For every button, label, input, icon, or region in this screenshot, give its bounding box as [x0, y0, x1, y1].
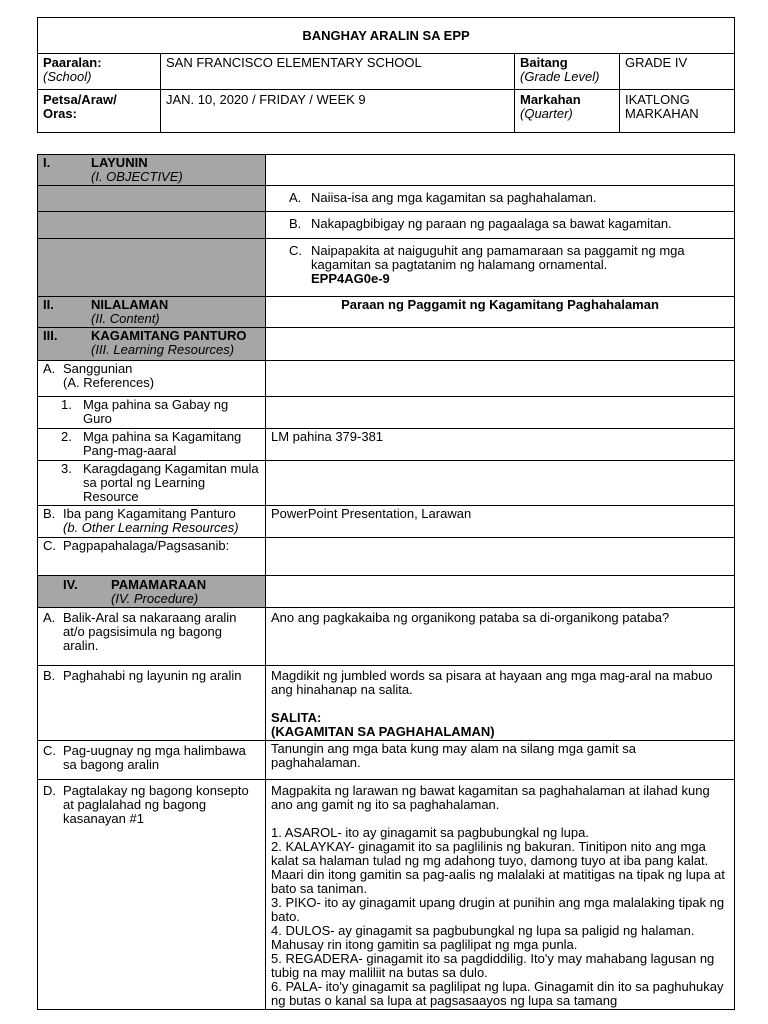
section-title: LAYUNIN	[91, 155, 148, 170]
item-value: Tanungin ang mga bata kung may alam na silang mga gamit sa paghahalaman.	[271, 741, 636, 770]
section-title: PAMAMARAAN	[111, 577, 207, 592]
grade-label-cell	[515, 54, 620, 90]
proc-discussion-label	[38, 780, 266, 1010]
proc-purpose-value	[266, 666, 735, 741]
word-label: SALITA:	[271, 710, 322, 725]
word-category: (KAGAMITAN SA PAGHAHALAMAN)	[271, 724, 495, 739]
other-resources-label	[38, 506, 266, 538]
item-text: Mga pahina sa Kagamitang Pang-mag-aaral	[83, 429, 242, 458]
section-number: IV.	[63, 577, 78, 592]
item-value: Magdikit ng jumbled words sa pisara at hayaan ang mga mag-aral na mabuo ang hinahanap na salita.	[271, 668, 713, 697]
section-subtitle: (II. Content)	[91, 311, 160, 326]
school-label-en: (School)	[43, 69, 92, 84]
competency-code: EPP4AG0e-9	[311, 271, 390, 286]
item-value: PowerPoint Presentation, Larawan	[271, 506, 472, 521]
item-letter: B.	[43, 668, 56, 683]
ref-portal-label	[38, 461, 266, 506]
ref-portal-value	[266, 461, 735, 506]
section-objective-value	[266, 155, 735, 186]
grade-label: Baitang	[520, 55, 568, 70]
section-subtitle: (III. Learning Resources)	[91, 342, 235, 357]
grade-value-cell	[620, 54, 735, 90]
proc-purpose-label	[38, 666, 266, 741]
section-content-value	[266, 297, 735, 328]
quarter-value-1: IKATLONG	[625, 92, 690, 107]
objective-b-label	[38, 212, 266, 239]
item-text: Paghahabi ng layunin ng aralin	[63, 668, 242, 683]
tool-item: 1. ASAROL- ito ay ginagamit sa pagbubungkal ng lupa.	[271, 825, 589, 840]
item-letter: C.	[43, 743, 56, 758]
section-resources-value	[266, 328, 735, 361]
section-title: KAGAMITANG PANTURO	[91, 328, 247, 343]
tool-item: 3. PIKO- ito ay ginagamit upang drugin at punihin ang mga malalaking tipak ng bato.	[271, 895, 725, 924]
grade-value: GRADE IV	[625, 55, 688, 70]
other-resources-value	[266, 506, 735, 538]
plan-title	[38, 18, 735, 54]
item-value: LM pahina 379-381	[271, 429, 384, 444]
school-value: SAN FRANCISCO ELEMENTARY SCHOOL	[166, 55, 422, 70]
references-label	[38, 361, 266, 397]
section-title: NILALAMAN	[91, 297, 169, 312]
school-label: Paaralan:	[43, 55, 102, 70]
discussion-intro: Magpakita ng larawan ng bawat kagamitan sa paghahalaman at ilahad kung ano ang gamit ng ito sa paghahalaman.	[271, 783, 710, 812]
item-text: Sanggunian	[63, 361, 133, 376]
references-value	[266, 361, 735, 397]
tool-item: 2. KALAYKAY- ginagamit ito sa paglilinis ng bakuran. Tinitipon nito ang mga kalat sa halaman tulad ng mg adahong tuyo, damong tuyo at iba pang kalat. Maari din itong gamitin sa pag-aalis ng malalaki at matitigas na tipak ng lupa at bato sa taniman.	[271, 839, 725, 896]
item-letter: A.	[43, 610, 56, 625]
objective-a-label	[38, 186, 266, 212]
quarter-value-cell	[620, 90, 735, 133]
item-number: 1.	[61, 397, 72, 412]
date-value-cell	[161, 90, 515, 133]
section-procedure-value	[266, 576, 735, 608]
section-number: I.	[43, 155, 51, 170]
quarter-label-en: (Quarter)	[520, 106, 573, 121]
section-objective-header	[38, 155, 266, 186]
proc-examples-value	[266, 741, 735, 780]
section-subtitle: (I. OBJECTIVE)	[91, 169, 183, 184]
date-value: JAN. 10, 2020 / FRIDAY / WEEK 9	[166, 92, 366, 107]
proc-examples-label	[38, 741, 266, 780]
integration-label	[38, 538, 266, 576]
item-subtitle: (b. Other Learning Resources)	[63, 520, 239, 535]
objective-b	[266, 212, 735, 239]
item-text: Mga pahina sa Gabay ng Guro	[83, 397, 229, 426]
school-label-cell	[38, 54, 161, 90]
proc-review-value	[266, 608, 735, 666]
section-procedure-header	[38, 576, 266, 608]
objective-c	[266, 239, 735, 297]
objective-letter: A.	[289, 190, 302, 205]
objective-text: Naiisa-isa ang mga kagamitan sa paghahalaman.	[311, 190, 597, 205]
ref-learner-material-value	[266, 429, 735, 461]
section-content-header	[38, 297, 266, 328]
tool-item: 6. PALA- ito'y ginagamit sa paglilipat ng lupa. Ginagamit din ito sa paghuhukay ng butas o kanal sa lupa at pagsasaayos ng lupa sa tamang	[271, 979, 724, 1008]
item-value: Ano ang pagkakaiba ng organikong pataba sa di-organikong pataba?	[271, 610, 670, 625]
date-label-2: Oras:	[43, 106, 77, 121]
school-value-cell	[161, 54, 515, 90]
section-subtitle: (IV. Procedure)	[111, 591, 199, 606]
grade-label-en: (Grade Level)	[520, 69, 600, 84]
objective-text: Naipapakita at naiguguhit ang pamamaraan sa paggamit ng mga kagamitan sa pagtatanim ng halamang ornamental.	[311, 243, 685, 272]
item-text: Karagdagang Kagamitan mula sa portal ng Learning Resource	[83, 461, 259, 504]
proc-review-label	[38, 608, 266, 666]
proc-discussion-value	[266, 780, 735, 1010]
ref-teacher-guide-value	[266, 397, 735, 429]
quarter-value-2: MARKAHAN	[625, 106, 699, 121]
date-label-1: Petsa/Araw/	[43, 92, 117, 107]
item-text: Balik-Aral sa nakaraang aralin at/o pagsisimula ng bagong aralin.	[63, 610, 237, 653]
item-letter: A.	[43, 361, 56, 376]
date-label-cell	[38, 90, 161, 133]
item-letter: B.	[43, 506, 56, 521]
item-text: Pag-uugnay ng mga halimbawa sa bagong aralin	[63, 743, 246, 772]
ref-learner-material-label	[38, 429, 266, 461]
section-number: II.	[43, 297, 54, 312]
item-number: 3.	[61, 461, 72, 476]
objective-c-label	[38, 239, 266, 297]
content-topic: Paraan ng Paggamit ng Kagamitang Paghahalaman	[341, 297, 659, 312]
item-text: Pagpapahalaga/Pagsasanib:	[63, 538, 230, 553]
item-letter: C.	[43, 538, 56, 553]
quarter-label-cell	[515, 90, 620, 133]
plan-title-text: BANGHAY ARALIN SA EPP	[302, 27, 470, 43]
item-letter: D.	[43, 783, 56, 798]
tool-item: 5. REGADERA- ginagamit ito sa pagdiddilig. Ito'y may mahabang lagusan ng tubig na may maliliit na butas sa dulo.	[271, 951, 715, 980]
header-table	[37, 17, 735, 133]
section-resources-header	[38, 328, 266, 361]
objective-letter: B.	[289, 216, 302, 231]
item-text: Pagtalakay ng bagong konsepto at paglalahad ng bagong kasanayan #1	[63, 783, 249, 826]
section-number: III.	[43, 328, 58, 343]
quarter-label: Markahan	[520, 92, 581, 107]
objective-letter: C.	[289, 243, 302, 258]
objective-text: Nakapagbibigay ng paraan ng pagaalaga sa bawat kagamitan.	[311, 216, 672, 231]
tool-item: 4. DULOS- ay ginagamit sa pagbubungkal ng lupa sa paligid ng halaman. Mahusay rin itong gamitin sa paglilipat ng mga punla.	[271, 923, 695, 952]
objective-a	[266, 186, 735, 212]
ref-teacher-guide-label	[38, 397, 266, 429]
item-subtitle: (A. References)	[63, 375, 155, 390]
item-text: Iba pang Kagamitang Panturo	[63, 506, 236, 521]
integration-value	[266, 538, 735, 576]
item-number: 2.	[61, 429, 72, 444]
lesson-plan-table	[37, 154, 735, 1010]
